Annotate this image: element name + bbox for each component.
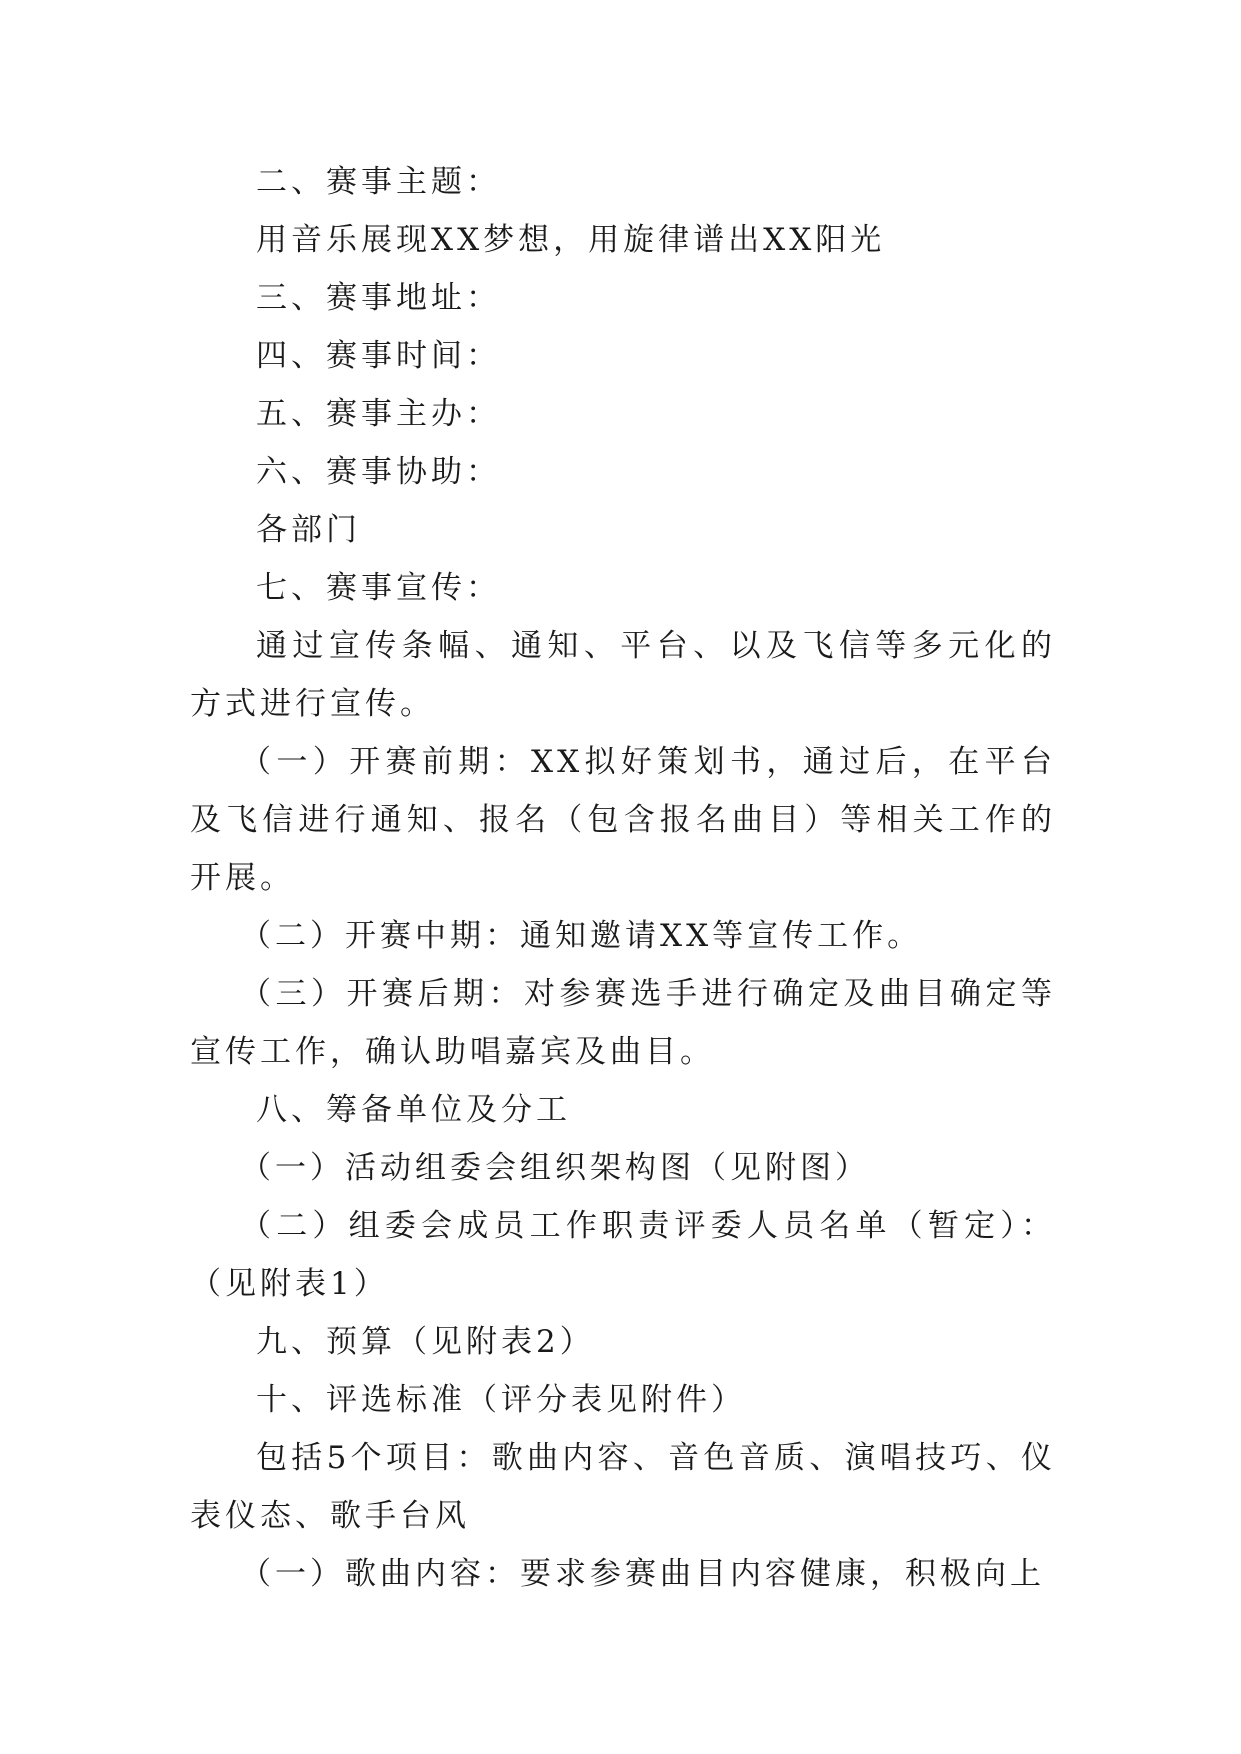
heading-preparation: 八、筹备单位及分工: [256, 1092, 571, 1128]
preparation-item-2: （二）组委会成员工作职责评委人员名单（暂定）：（见附表1）: [190, 1208, 1056, 1302]
document-body: [190, 153, 1056, 1603]
promotion-stage-mid: （二）开赛中期：通知邀请XX等宣传工作。: [240, 918, 923, 954]
assist-text: 各部门: [256, 512, 361, 548]
heading-organizer: 五、赛事主办：: [256, 396, 501, 432]
heading-promotion: 七、赛事宣传：: [256, 570, 501, 606]
heading-theme: 二、赛事主题：: [256, 164, 501, 200]
promotion-stage-late: （三）开赛后期：对参赛选手进行确定及曲目确定等宣传工作，确认助唱嘉宾及曲目。: [190, 976, 1056, 1070]
promotion-stage-early: （一）开赛前期：XX拟好策划书，通过后，在平台及飞信进行通知、报名（包含报名曲目）等相关工作的开展。: [190, 744, 1056, 896]
heading-budget: 九、预算（见附表2）: [256, 1324, 595, 1360]
heading-time: 四、赛事时间：: [256, 338, 501, 374]
heading-address: 三、赛事地址：: [256, 280, 501, 316]
criteria-item-1: （一）歌曲内容：要求参赛曲目内容健康，积极向上: [240, 1556, 1045, 1592]
heading-assist: 六、赛事协助：: [256, 454, 501, 490]
theme-text: 用音乐展现XX梦想，用旋律谱出XX阳光: [256, 222, 886, 258]
criteria-text: 包括5个项目：歌曲内容、音色音质、演唱技巧、仪表仪态、歌手台风: [190, 1440, 1056, 1534]
preparation-item-1: （一）活动组委会组织架构图（见附图）: [240, 1150, 870, 1186]
heading-criteria: 十、评选标准（评分表见附件）: [256, 1382, 746, 1418]
promotion-text: 通过宣传条幅、通知、平台、以及飞信等多元化的方式进行宣传。: [190, 628, 1056, 722]
